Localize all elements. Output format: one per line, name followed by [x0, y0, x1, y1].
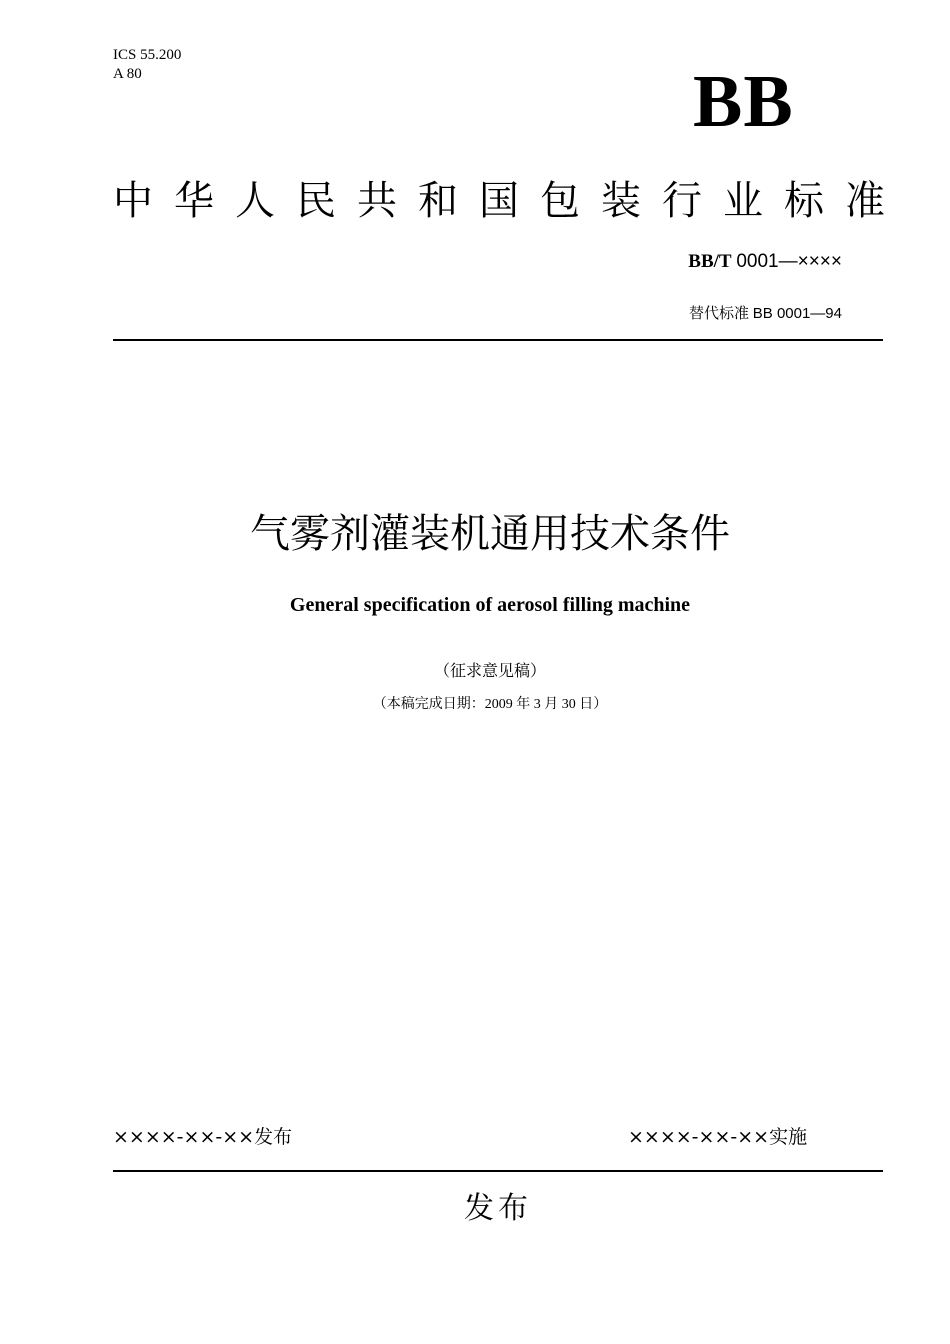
ccs-code: A 80: [113, 66, 142, 82]
standard-number-prefix: BB/T: [688, 251, 732, 272]
standard-type-char: 共: [357, 178, 397, 224]
replaces-number: BB 0001—94: [752, 305, 842, 322]
draft-status: （征求意见稿）: [433, 663, 546, 680]
implement-date: ××××-××-××实施: [628, 1126, 808, 1148]
standard-type-char: 业: [723, 178, 763, 224]
standard-type-char: 行: [662, 178, 702, 224]
standard-type-char: 国: [479, 178, 519, 224]
standard-number: [688, 250, 842, 274]
standard-type-char: 民: [296, 178, 336, 224]
top-divider: [113, 339, 883, 341]
bb-logo: BB: [693, 61, 794, 143]
publish-date: ××××-××-××发布: [113, 1126, 293, 1148]
publisher: 发布: [464, 1191, 532, 1226]
standard-type-char: 标: [784, 178, 824, 224]
standard-type-heading: [113, 176, 885, 226]
bottom-divider: [113, 1170, 883, 1172]
title-chinese: 气雾剂灌装机通用技术条件: [250, 511, 730, 557]
ics-code: ICS 55.200: [113, 47, 182, 63]
standard-type-char: 和: [418, 178, 458, 224]
standard-type-char: 中: [113, 178, 153, 224]
title-english: General specification of aerosol filling machine: [289, 594, 691, 616]
classification-codes: [113, 46, 181, 84]
replaces-label: 替代标准: [689, 304, 750, 322]
standard-type-char: 华: [174, 178, 214, 224]
standard-type-char: 装: [601, 178, 641, 224]
standard-type-char: 包: [540, 178, 580, 224]
replaces-standard: [689, 303, 842, 324]
standard-type-char: 人: [235, 178, 275, 224]
standard-number-value: 0001—××××: [736, 251, 842, 272]
draft-completion-date: （本稿完成日期：2009 年 3 月 30 日）: [372, 697, 608, 712]
standard-type-char: 准: [845, 178, 885, 224]
